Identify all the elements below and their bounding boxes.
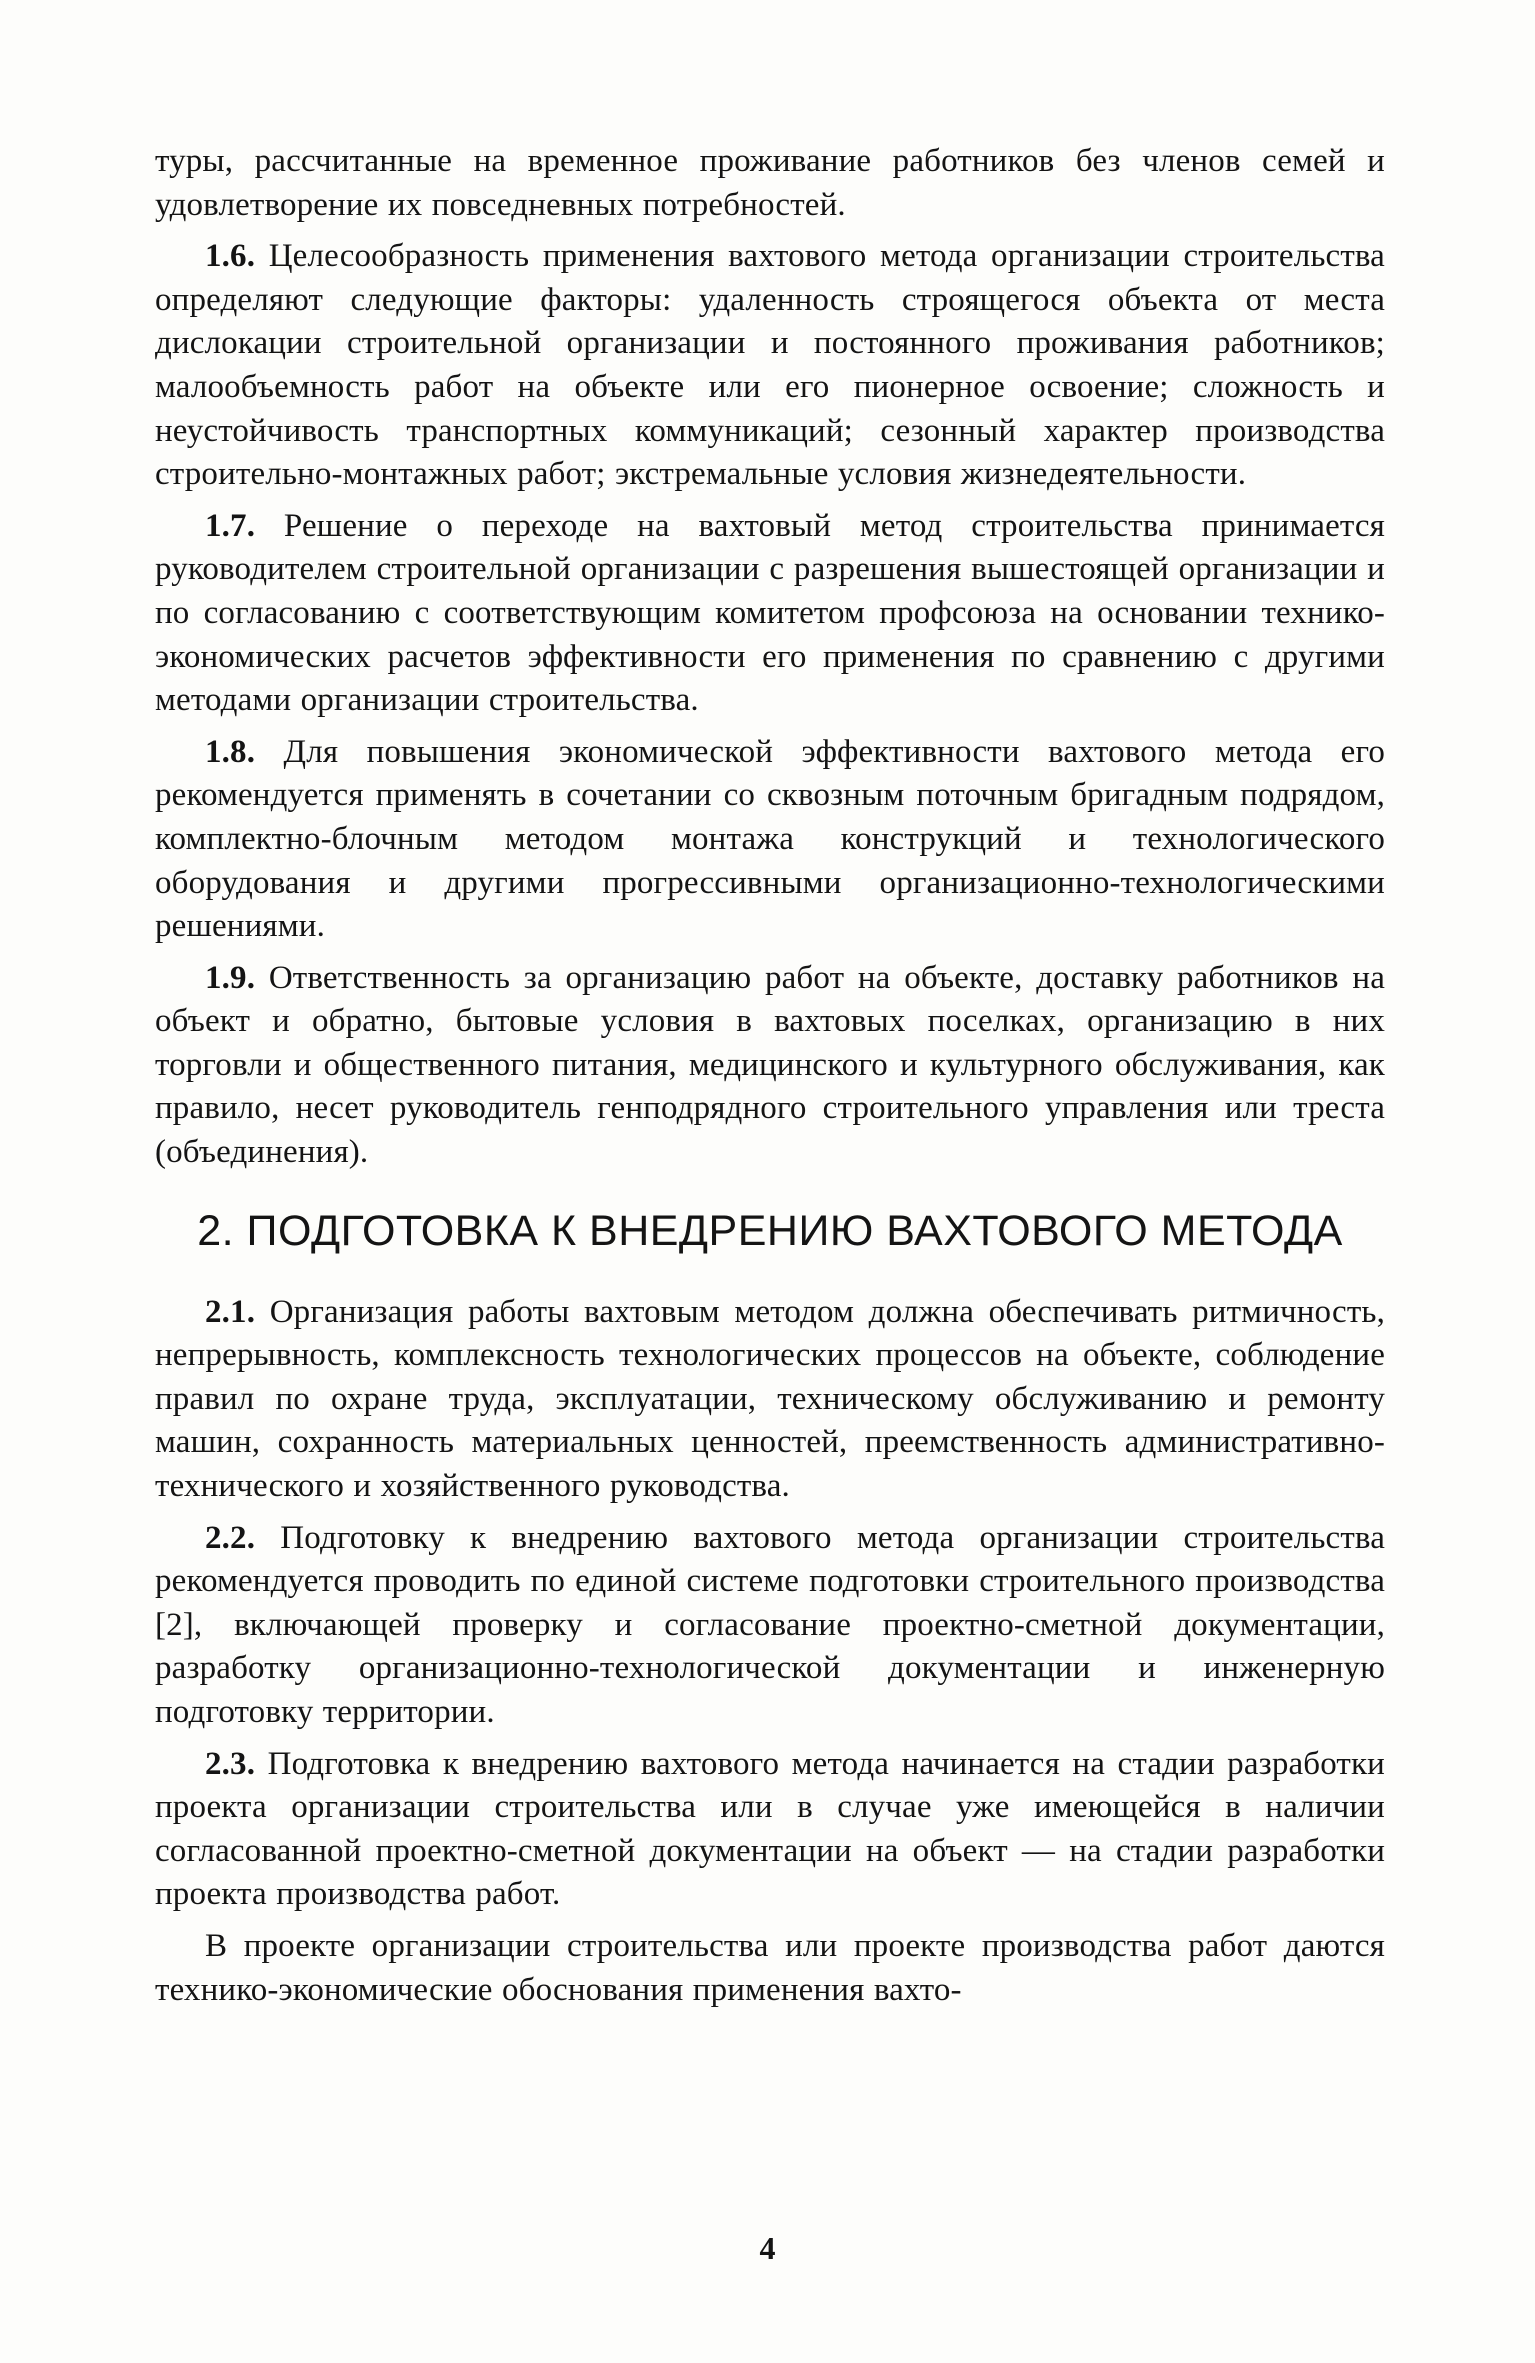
paragraph-number: 2.3.	[205, 1745, 256, 1782]
paragraph-1-9	[155, 957, 1385, 1175]
paragraph-number: 2.1.	[205, 1293, 256, 1330]
paragraph-number: 1.6.	[205, 238, 256, 275]
paragraph-2-3	[155, 1743, 1385, 1917]
paragraph-1-8	[155, 731, 1385, 949]
paragraph-number: 2.2.	[205, 1519, 256, 1556]
paragraph-text: Решение о переходе на вахтовый метод строительства принимается руководителем строительной организации с разрешения вышестоящей организации и по согласованию с соответствующим комитетом профсоюза на основании технико-экономических расчетов эффективности его применения по сравнению с другими методами организации строительства.	[155, 507, 1385, 719]
paragraph-1-6	[155, 235, 1385, 497]
paragraph-text: Подготовку к внедрению вахтового метода организации строительства рекомендуется проводить по единой системе подготовки строительного производства [2], включающей проверку и согласование проектно-сметной документации, разработку организационно-технологической документации и инженерную подготовку территории.	[155, 1519, 1385, 1730]
paragraph-text: Ответственность за организацию работ на объекте, доставку работников на объект и обратно, бытовые условия в вахтовых поселках, организацию в них торговли и общественного питания, медицинского и культурного обслуживания, как правило, несет руководитель генподрядного строительного управления или треста (объединения).	[155, 959, 1385, 1171]
page-content	[155, 140, 1385, 2020]
paragraph-text: туры, рассчитанные на временное проживание работников без членов семей и удовлетворение их повседневных потребностей.	[155, 143, 1385, 223]
paragraph-final	[155, 1925, 1385, 2012]
paragraph-number: 1.7.	[205, 507, 256, 544]
section-heading: 2. ПОДГОТОВКА К ВНЕДРЕНИЮ ВАХТОВОГО МЕТОДА	[197, 1206, 1343, 1255]
paragraph-1-7	[155, 505, 1385, 723]
paragraph-number: 1.8.	[205, 733, 256, 770]
paragraph-2-2	[155, 1517, 1385, 1735]
paragraph-number: 1.9.	[205, 959, 256, 996]
paragraph-text: Организация работы вахтовым методом должна обеспечивать ритмичность, непрерывность, комплексность технологических процессов на объекте, соблюдение правил по охране труда, эксплуатации, техническому обслуживанию и ремонту машин, сохранность материальных ценностей, преемственность административно-технического и хозяйственного руководства.	[155, 1293, 1385, 1505]
paragraph-text: В проекте организации строительства или проекте производства работ даются технико-экономические обоснования применения вахто-	[155, 1927, 1385, 2008]
page-number: 4	[759, 2230, 776, 2266]
paragraph-text: Подготовка к внедрению вахтового метода начинается на стадии разработки проекта организации строительства или в случае уже имеющейся в наличии согласованной проектно-сметной документации на объект — на стадии разработки проекта производства работ.	[155, 1745, 1385, 1913]
paragraph-2-1	[155, 1291, 1385, 1509]
paragraph-text: Целесообразность применения вахтового метода организации строительства определяют следующие факторы: удаленность строящегося объекта от места дислокации строительной организации и постоянного проживания работников; малообъемность работ на объекте или его пионерное освоение; сложность и неустойчивость транспортных коммуникаций; сезонный характер производства строительно-монтажных работ; экстремальные условия жизнедеятельности.	[155, 238, 1385, 493]
paragraph-text: Для повышения экономической эффективности вахтового метода его рекомендуется применять в сочетании со сквозным поточным бригадным подрядом, комплектно-блочным методом монтажа конструкций и технологического оборудования и другими прогрессивными организационно-технологическими решениями.	[155, 733, 1385, 945]
paragraph-continuation	[155, 140, 1385, 227]
